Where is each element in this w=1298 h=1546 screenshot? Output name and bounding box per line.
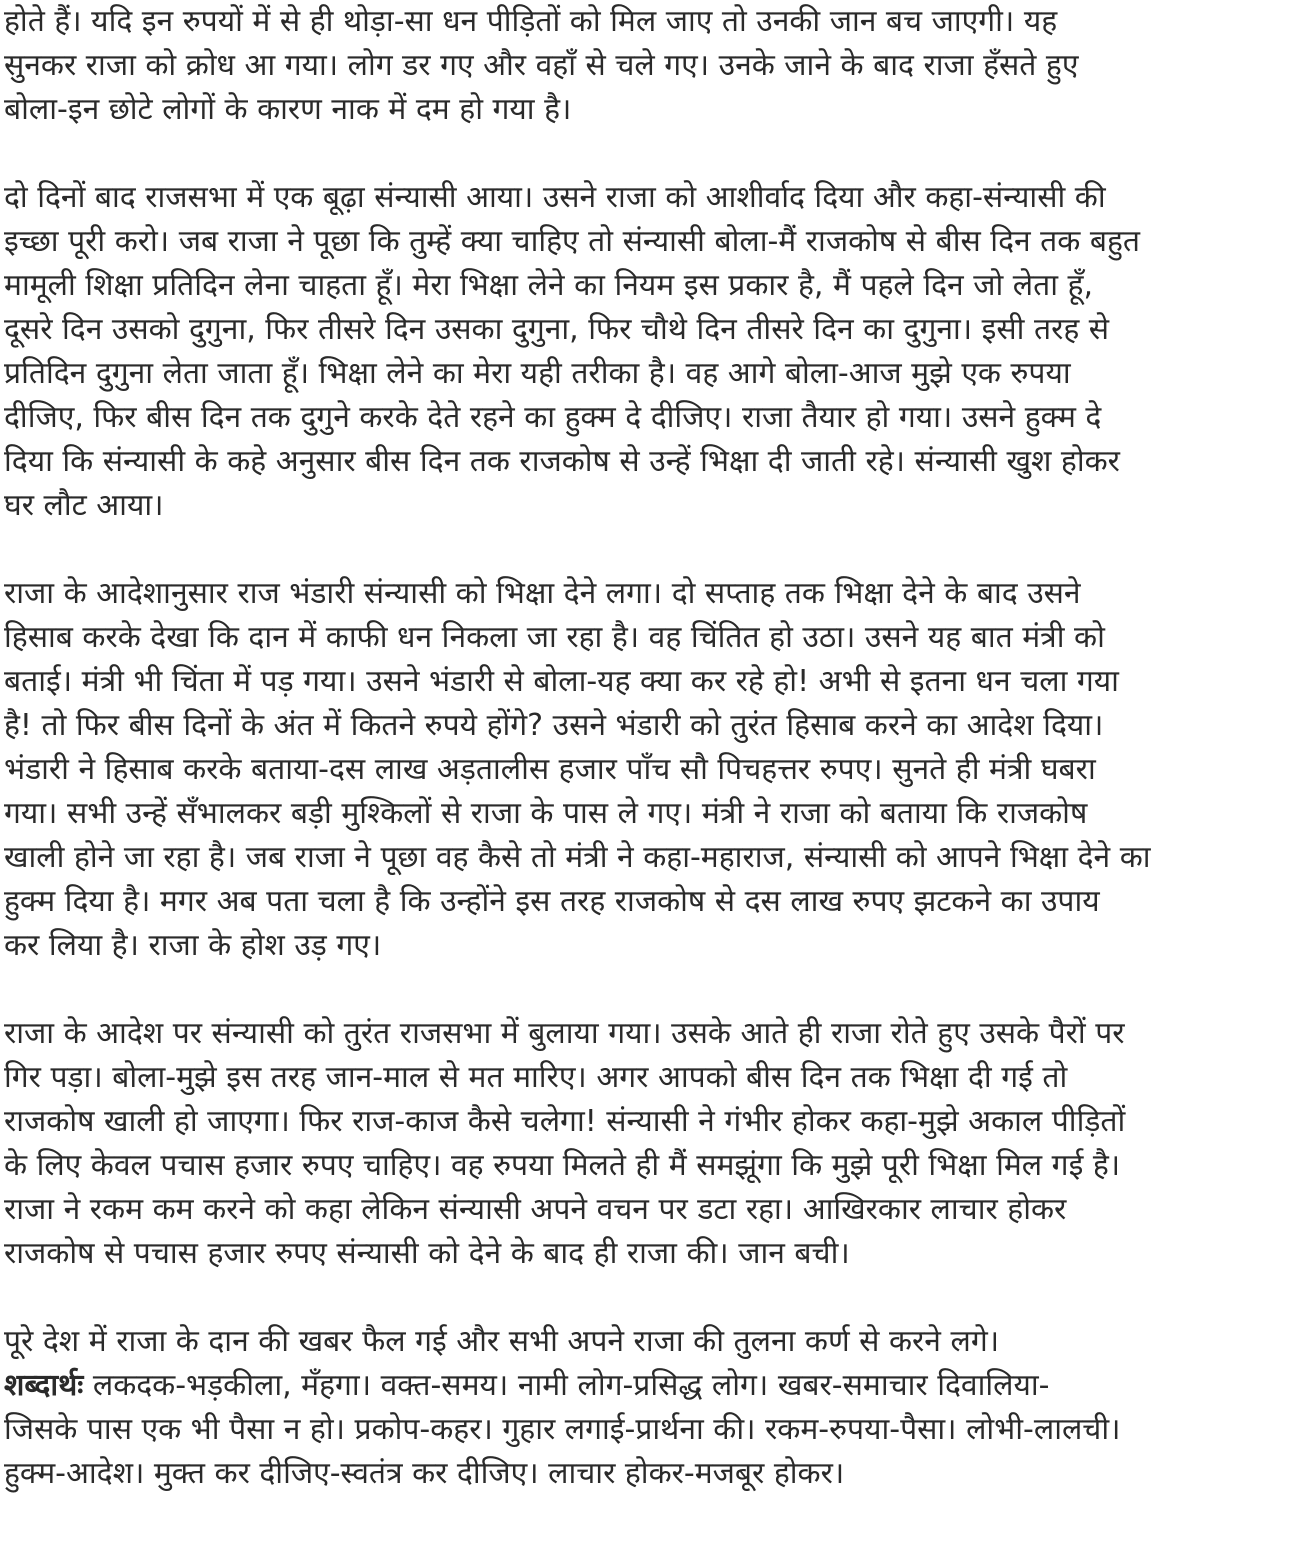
paragraph-4: [4, 1012, 1294, 1276]
text-line: है! तो फिर बीस दिनों के अंत में कितने रुपये होंगे? उसने भंडारी को तुरंत हिसाब करने का आदेश दिया।: [4, 708, 1104, 743]
text-line: खाली होने जा रहा है। जब राजा ने पूछा वह कैसे तो मंत्री ने कहा-महाराज, संन्यासी को आपने भिक्षा देने का: [4, 840, 1151, 875]
glossary: [4, 1364, 1294, 1496]
paragraph-1: [4, 0, 1294, 132]
text-line: गिर पड़ा। बोला-मुझे इस तरह जान-माल से मत मारिए। अगर आपको बीस दिन तक भिक्षा दी गई तो: [4, 1060, 1068, 1095]
text-line: राजा के आदेशानुसार राज भंडारी संन्यासी को भिक्षा देने लगा। दो सप्ताह तक भिक्षा देने के बाद उसने: [4, 576, 1081, 611]
glossary-heading: शब्दार्थः: [4, 1368, 84, 1403]
text-line: राजकोष से पचास हजार रुपए संन्यासी को देने के बाद ही राजा की। जान बची।: [4, 1236, 850, 1271]
glossary-line: जिसके पास एक भी पैसा न हो। प्रकोप-कहर। गुहार लगाई-प्रार्थना की। रकम-रुपया-पैसा। लोभी-लालची।: [4, 1412, 1121, 1447]
paragraph-5: [4, 1320, 1294, 1364]
text-line: होते हैं। यदि इन रुपयों में से ही थोड़ा-सा धन पीड़ितों को मिल जाए तो उनकी जान बच जाएगी। यह: [4, 4, 1058, 39]
glossary-line: [4, 1364, 1294, 1408]
text-line: हुक्म दिया है। मगर अब पता चला है कि उन्होंने इस तरह राजकोष से दस लाख रुपए झटकने का उपाय: [4, 884, 1100, 919]
glossary-line: हुक्म-आदेश। मुक्त कर दीजिए-स्वतंत्र कर दीजिए। लाचार होकर-मजबूर होकर।: [4, 1456, 845, 1491]
text-line: बताई। मंत्री भी चिंता में पड़ गया। उसने भंडारी से बोला-यह क्या कर रहे हो! अभी से इतना धन चला गया: [4, 664, 1119, 699]
text-line: दो दिनों बाद राजसभा में एक बूढ़ा संन्यासी आया। उसने राजा को आशीर्वाद दिया और कहा-संन्यासी की: [4, 180, 1106, 215]
text-line: दीजिए, फिर बीस दिन तक दुगुने करके देते रहने का हुक्म दे दीजिए। राजा तैयार हो गया। उसने हुक्म दे: [4, 400, 1102, 435]
paragraph-3: [4, 572, 1294, 968]
text-line: प्रतिदिन दुगुना लेता जाता हूँ। भिक्षा लेने का मेरा यही तरीका है। वह आगे बोला-आज मुझे एक रुपया: [4, 356, 1071, 391]
text-line: घर लौट आया।: [4, 488, 164, 523]
paragraph-gap: [4, 528, 1294, 572]
paragraph-gap: [4, 1276, 1294, 1320]
paragraph-gap: [4, 968, 1294, 1012]
text-line: हिसाब करके देखा कि दान में काफी धन निकला जा रहा है। वह चिंतित हो उठा। उसने यह बात मंत्री को: [4, 620, 1105, 655]
document-body: [4, 0, 1294, 1496]
text-line: दिया कि संन्यासी के कहे अनुसार बीस दिन तक राजकोष से उन्हें भिक्षा दी जाती रहे। संन्यासी खुश होकर: [4, 444, 1120, 479]
text-line: पूरे देश में राजा के दान की खबर फैल गई और सभी अपने राजा की तुलना कर्ण से करने लगे।: [4, 1324, 1000, 1359]
glossary-text: लकदक-भड़कीला, मँहगा। वक्त-समय। नामी लोग-प्रसिद्ध लोग। खबर-समाचार दिवालिया-: [83, 1368, 1050, 1403]
text-line: गया। सभी उन्हें सँभालकर बड़ी मुश्किलों से राजा के पास ले गए। मंत्री ने राजा को बताया कि राजकोष: [4, 796, 1088, 831]
paragraph-gap: [4, 132, 1294, 176]
text-line: सुनकर राजा को क्रोध आ गया। लोग डर गए और वहाँ से चले गए। उनके जाने के बाद राजा हँसते हुए: [4, 48, 1079, 83]
text-line: भंडारी ने हिसाब करके बताया-दस लाख अड़तालीस हजार पाँच सौ पिचहत्तर रुपए। सुनते ही मंत्री घबरा: [4, 752, 1096, 787]
text-line: राजकोष खाली हो जाएगा। फिर राज-काज कैसे चलेगा! संन्यासी ने गंभीर होकर कहा-मुझे अकाल पीड़ितों: [4, 1104, 1126, 1139]
text-line: के लिए केवल पचास हजार रुपए चाहिए। वह रुपया मिलते ही मैं समझूंगा कि मुझे पूरी भिक्षा मिल गई है।: [4, 1148, 1121, 1183]
text-line: इच्छा पूरी करो। जब राजा ने पूछा कि तुम्हें क्या चाहिए तो संन्यासी बोला-मैं राजकोष से बीस दिन तक बहुत: [4, 224, 1141, 259]
text-line: दूसरे दिन उसको दुगुना, फिर तीसरे दिन उसका दुगुना, फिर चौथे दिन तीसरे दिन का दुगुना। इसी तरह से: [4, 312, 1110, 347]
text-line: कर लिया है। राजा के होश उड़ गए।: [4, 928, 382, 963]
text-line: राजा के आदेश पर संन्यासी को तुरंत राजसभा में बुलाया गया। उसके आते ही राजा रोते हुए उसके पैरों पर: [4, 1016, 1125, 1051]
text-line: बोला-इन छोटे लोगों के कारण नाक में दम हो गया है।: [4, 92, 572, 127]
text-line: मामूली शिक्षा प्रतिदिन लेना चाहता हूँ। मेरा भिक्षा लेने का नियम इस प्रकार है, मैं पहले दिन जो लेता हूँ,: [4, 268, 1093, 303]
text-line: राजा ने रकम कम करने को कहा लेकिन संन्यासी अपने वचन पर डटा रहा। आखिरकार लाचार होकर: [4, 1192, 1067, 1227]
paragraph-2: [4, 176, 1294, 528]
